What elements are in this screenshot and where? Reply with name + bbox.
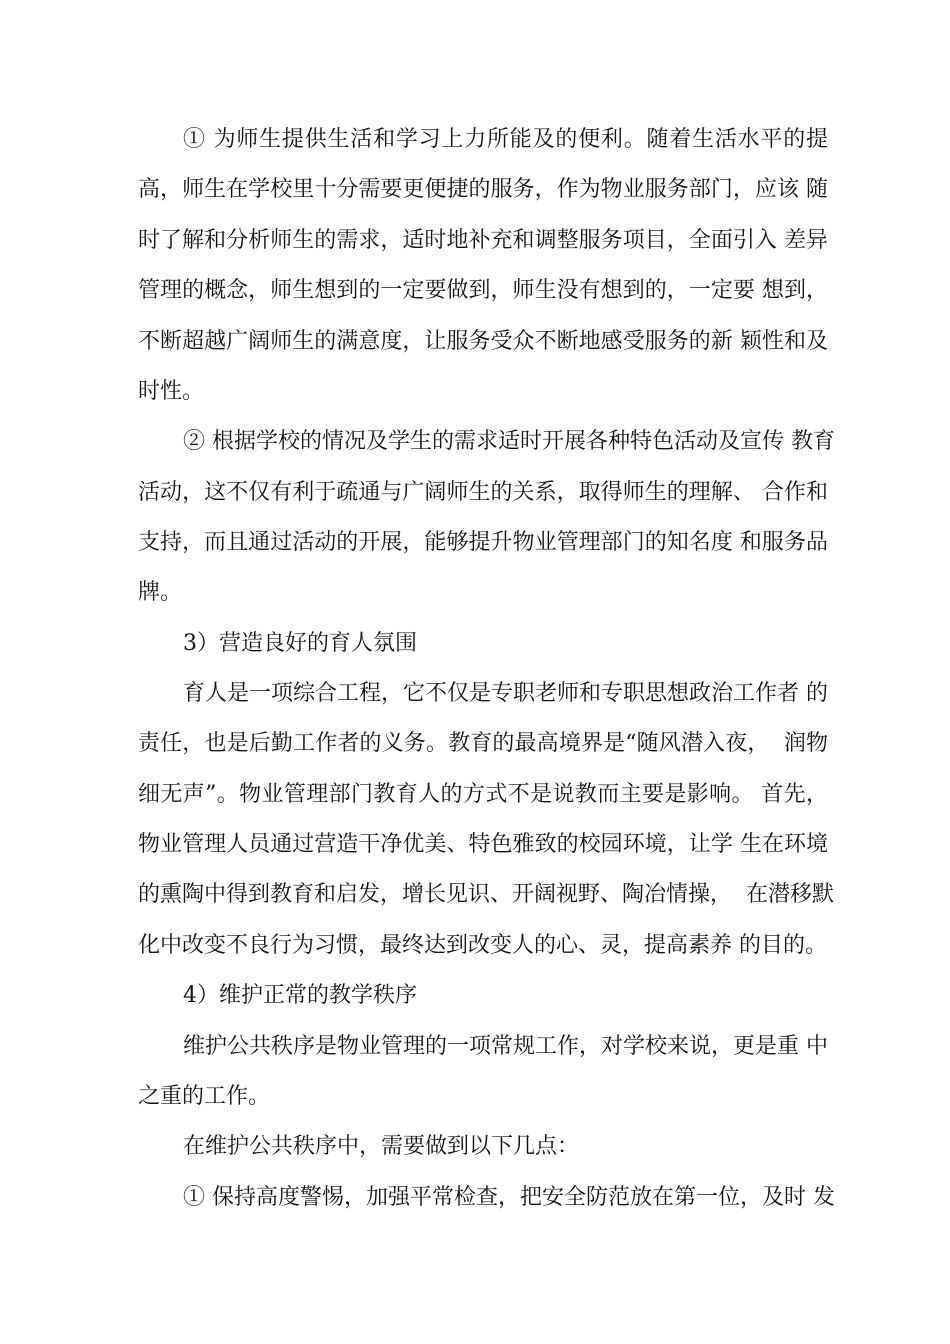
section-heading: 4）维护正常的教学秩序 <box>183 983 417 1008</box>
paragraph-line: 时性。 <box>138 379 205 404</box>
section-heading: 3）营造良好的育人氛围 <box>183 631 417 656</box>
paragraph-line: 化中改变不良行为习惯，最终达到改变人的心、灵，提高素养 的目的。 <box>138 933 827 958</box>
paragraph-line: 管理的概念，师生想到的一定要做到，师生没有想到的，一定要 想到， <box>138 278 828 303</box>
paragraph-line: 高，师生在学校里十分需要更便捷的服务，作为物业服务部门，应该 随 <box>138 177 828 202</box>
paragraph-line: 物业管理人员通过营造干净优美、特色雅致的校园环境，让学 生在环境 <box>138 832 828 857</box>
paragraph-line: ② 根据学校的情况及学生的需求适时开展各种特色活动及宣传 教育 <box>183 429 835 454</box>
paragraph-line: ① 保持高度警惕，加强平常检查，把安全防范放在第一位，及时 发 <box>183 1185 835 1210</box>
paragraph-line: 细无声”。物业管理部门教育人的方式不是说教而主要是影响。 首先， <box>138 782 828 807</box>
paragraph-line: 牌。 <box>138 580 183 605</box>
paragraph-line: 育人是一项综合工程，它不仅是专职老师和专职思想政治工作者 的 <box>183 681 828 706</box>
paragraph-line: 不断超越广阔师生的满意度，让服务受众不断地感受服务的新 颖性和及 <box>138 329 828 354</box>
paragraph-line: 维护公共秩序是物业管理的一项常规工作，对学校来说，更是重 中 <box>183 1034 828 1059</box>
paragraph-line: ① 为师生提供生活和学习上力所能及的便利。随着生活水平的提 <box>183 127 828 152</box>
paragraph-line: 在维护公共秩序中，需要做到以下几点： <box>183 1134 580 1159</box>
paragraph-line: 活动，这不仅有利于疏通与广阔师生的关系，取得师生的理解、 合作和 <box>138 480 828 505</box>
paragraph-line: 时了解和分析师生的需求，适时地补充和调整服务项目，全面引入 差异 <box>138 228 828 253</box>
paragraph-line: 的熏陶中得到教育和启发，增长见识、开阔视野、陶冶情操， 在潜移默 <box>138 882 834 907</box>
paragraph-line: 责任，也是后勤工作者的义务。教育的最高境界是“随风潜入夜， 润物 <box>138 731 828 756</box>
paragraph-line: 支持，而且通过活动的开展，能够提升物业管理部门的知名度 和服务品 <box>138 530 828 555</box>
paragraph-line: 之重的工作。 <box>138 1084 271 1109</box>
